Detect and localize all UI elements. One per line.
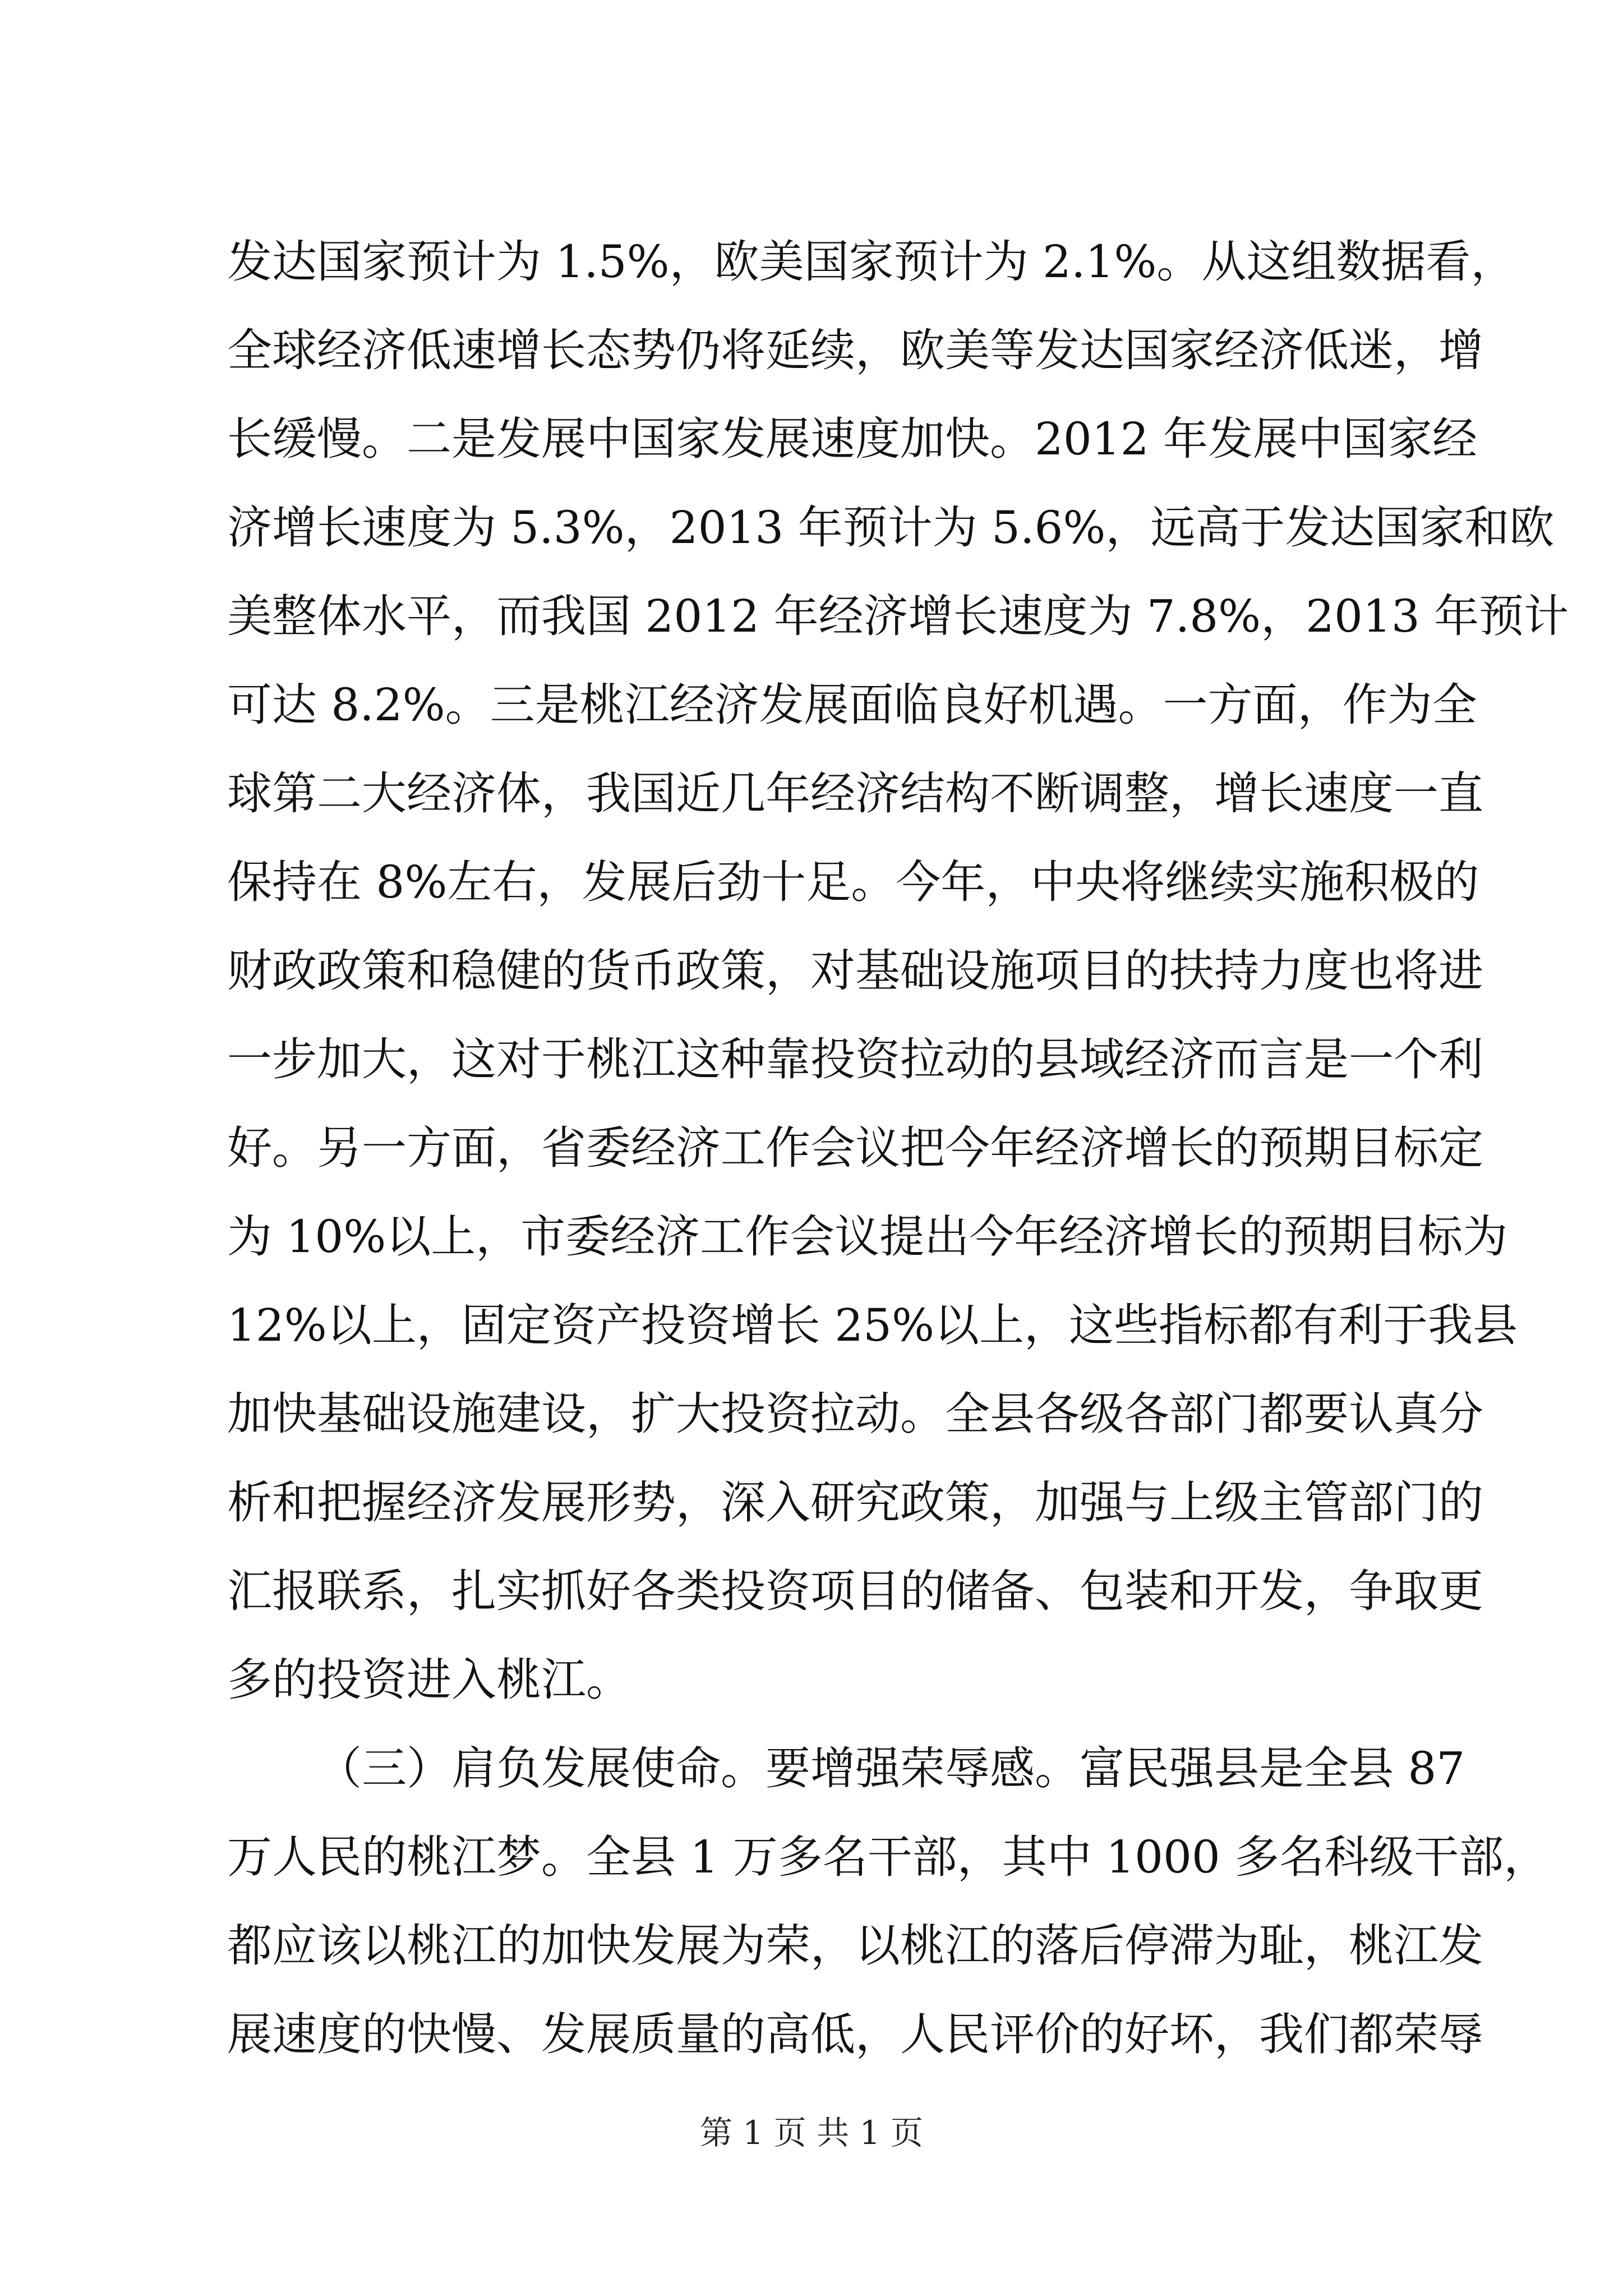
text-line: 济增长速度为 5.3%，2013 年预计为 5.6%，远高于发达国家和欧 [227, 501, 1555, 554]
page-number-footer: 第 1 页 共 1 页 [700, 2114, 923, 2152]
text-line: 财政政策和稳健的货币政策，对基础设施项目的扶持力度也将进 [227, 945, 1483, 997]
text-line: 全球经济低速增长态势仍将延续，欧美等发达国家经济低迷，增 [227, 324, 1483, 376]
text-line: 长缓慢。二是发展中国家发展速度加快。2012 年发展中国家经 [227, 413, 1478, 465]
text-line: 多的投资进入桃江。 [227, 1654, 631, 1706]
text-line: 好。另一方面，省委经济工作会议把今年经济增长的预期目标定 [227, 1122, 1483, 1174]
text-line: 析和把握经济发展形势，深入研究政策，加强与上级主管部门的 [227, 1476, 1483, 1529]
text-line: 展速度的快慢、发展质量的高低，人民评价的好坏，我们都荣辱 [227, 2008, 1483, 2060]
text-line: 汇报联系，扎实抓好各类投资项目的储备、包装和开发，争取更 [227, 1565, 1483, 1617]
text-line: 加快基础设施建设，扩大投资拉动。全县各级各部门都要认真分 [227, 1388, 1483, 1440]
text-line: 保持在 8%左右，发展后劲十足。今年，中央将继续实施积极的 [227, 856, 1479, 908]
text-line: 发达国家预计为 1.5%，欧美国家预计为 2.1%。从这组数据看， [227, 236, 1516, 288]
text-line: 一步加大，这对于桃江这种靠投资拉动的县域经济而言是一个利 [227, 1033, 1483, 1085]
text-line: 12%以上，固定资产投资增长 25%以上，这些指标都有利于我县 [227, 1299, 1518, 1351]
text-line: 球第二大经济体，我国近几年经济结构不断调整，增长速度一直 [227, 767, 1483, 820]
text-line: 美整体水平，而我国 2012 年经济增长速度为 7.8%，2013 年预计 [227, 590, 1569, 642]
text-line: 为 10%以上，市委经济工作会议提出今年经济增长的预期目标为 [227, 1211, 1508, 1263]
section-heading-line: （三）肩负发展使命。要增强荣辱感。富民强县是全县 87 [317, 1742, 1465, 1795]
text-line: 都应该以桃江的加快发展为荣，以桃江的落后停滞为耻，桃江发 [227, 1920, 1483, 1972]
text-line: 万人民的桃江梦。全县 1 万多名干部，其中 1000 多名科级干部， [227, 1831, 1549, 1883]
text-line: 可达 8.2%。三是桃江经济发展面临良好机遇。一方面，作为全 [227, 679, 1477, 731]
body-text [227, 218, 1569, 2079]
